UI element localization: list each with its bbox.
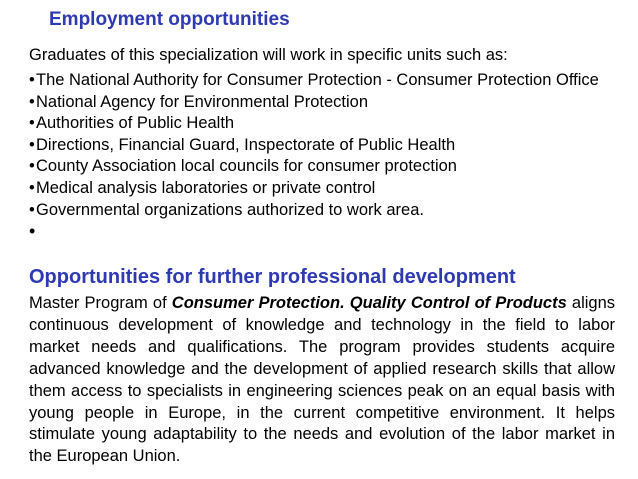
development-heading: Opportunities for further professional development: [29, 266, 516, 288]
list-item: [29, 113, 619, 135]
bullet-icon: •: [29, 114, 35, 133]
employment-intro: Graduates of this specialization will work in specific units such as:: [29, 46, 508, 64]
employment-list: [29, 70, 619, 244]
list-item: [29, 178, 619, 200]
list-item-empty: [29, 221, 619, 244]
paragraph-prefix: Master Program of: [29, 294, 172, 312]
list-item-text: Medical analysis laboratories or private control: [36, 178, 376, 197]
list-item: [29, 135, 619, 157]
list-item-text: Directions, Financial Guard, Inspectorate of Public Health: [36, 135, 456, 154]
bullet-icon: •: [29, 71, 35, 89]
employment-heading: Employment opportunities: [49, 9, 290, 30]
bullet-icon: •: [29, 135, 35, 154]
list-item: [29, 92, 619, 114]
bullet-icon: •: [29, 178, 35, 197]
bullet-icon: •: [29, 92, 35, 111]
list-item-text: Authorities of Public Health: [36, 114, 235, 133]
program-name: Consumer Protection. Quality Control of Products: [171, 294, 567, 312]
bullet-icon: •: [29, 157, 35, 176]
development-paragraph: [29, 293, 615, 468]
list-item-text: National Agency for Environmental Protection: [36, 92, 369, 111]
list-item: [29, 200, 619, 222]
bullet-icon: •: [29, 221, 36, 242]
list-item: [29, 156, 619, 178]
paragraph-body: aligns continuous development of knowledge and technology in the field to labor market needs and qualifications. The program provides students acquire advanced knowledge and the development of applied research skills that allow them access to specialists in engineering sciences peak on an equal basis with young people in Europe, in the current competitive environment. It helps stimulate young adaptability to the needs and evolution of the labor market in the European Union.: [29, 294, 616, 466]
list-item-text: Governmental organizations authorized to work area.: [36, 200, 424, 219]
list-item: [29, 70, 619, 92]
bullet-icon: •: [29, 200, 35, 219]
list-item-text: The National Authority for Consumer Protection - Consumer Protection Office: [36, 71, 599, 89]
list-item-text: County Association local councils for consumer protection: [36, 157, 457, 176]
